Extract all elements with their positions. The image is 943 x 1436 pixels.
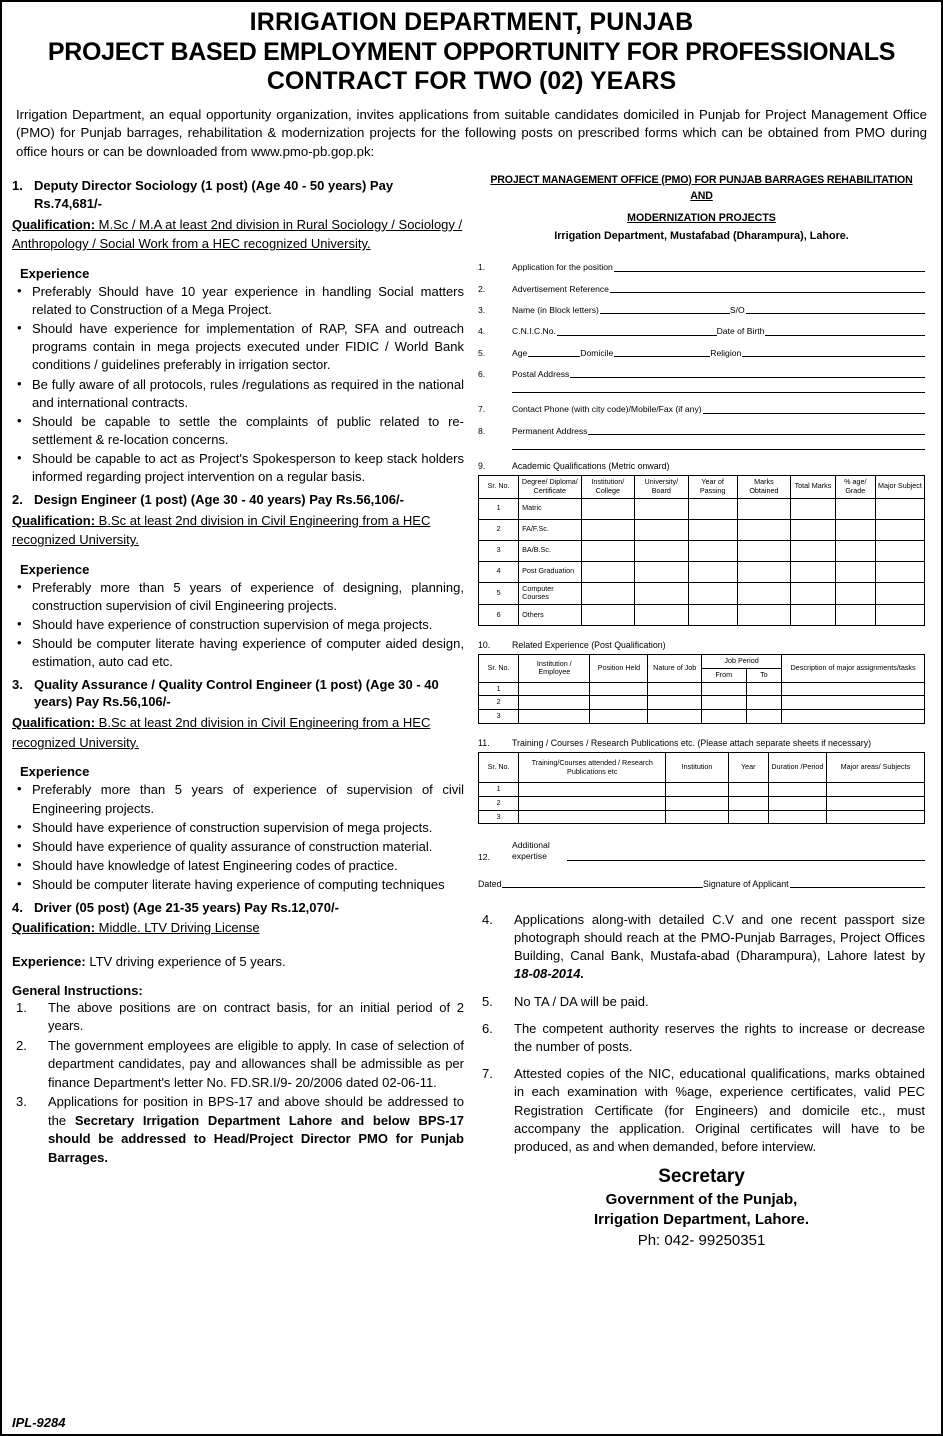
table-row	[479, 783, 925, 797]
additional-expertise-label	[512, 840, 566, 861]
table-cell-empty[interactable]	[791, 605, 836, 626]
table-cell-empty[interactable]	[581, 519, 635, 540]
table11-number: 11.	[478, 738, 490, 749]
table-header-row	[479, 753, 925, 783]
table-cell-empty[interactable]	[688, 561, 737, 582]
signature-rule[interactable]	[790, 879, 925, 888]
table-cell-empty[interactable]	[746, 710, 782, 724]
table-cell-empty[interactable]	[648, 696, 702, 710]
experience-bullet: • Should have experience of construction supervision of mega projects.	[12, 819, 464, 837]
form-field-body	[512, 404, 925, 414]
table-cell-empty[interactable]	[519, 710, 590, 724]
table-cell-empty[interactable]	[581, 582, 635, 605]
table-cell-empty[interactable]	[648, 710, 702, 724]
table-row	[479, 561, 925, 582]
form-field-body	[512, 348, 925, 358]
form-field-row	[478, 426, 925, 436]
table-cell-degree: BA/B.Sc.	[519, 540, 581, 561]
form-field-body	[512, 326, 925, 336]
form-field-label: Domicile	[580, 347, 614, 358]
table-row	[479, 498, 925, 519]
table-column-header: Position Held	[590, 655, 648, 683]
form-field-number: 6.	[478, 369, 486, 380]
tail-instruction-item: Attested copies of the NIC, educational qualifications, marks obtained in each examination with %age, experience certificates, valid PEC Registration Certificate (for Engineers) and domicile etc., must accompany the application. Original certificates will have to be produced, as and when demanded, before interview.	[514, 1066, 925, 1154]
general-instruction-item: Applications for position in BPS-17 and above should be addressed to the Secretary Irrigation Department Lahore and below BPS-17 should be addressed to Head/Project Director PMO for Punjab Barrages.	[48, 1094, 464, 1165]
table-cell-sr: 4	[479, 561, 519, 582]
experience-bullets	[12, 579, 464, 672]
table-cell-empty[interactable]	[791, 540, 836, 561]
related-experience-table	[478, 654, 925, 724]
table-row	[479, 710, 925, 724]
experience-bullet: • Preferably Should have 10 year experience in handling Social matters related to Construction of a Mega Project.	[12, 283, 464, 319]
table-cell-empty[interactable]	[875, 498, 924, 519]
table-cell-empty[interactable]	[519, 796, 666, 810]
signoff-secretary: Secretary	[658, 1166, 745, 1188]
table10-caption	[478, 640, 925, 650]
table-cell-empty[interactable]	[768, 796, 826, 810]
table-cell-degree: FA/F.Sc.	[519, 519, 581, 540]
table-column-header: Total Marks	[791, 475, 836, 498]
experience-bullet: • Preferably more than 5 years of experience of supervision of civil Engineering projects.	[12, 781, 464, 817]
table-cell-sr: 3	[479, 540, 519, 561]
form-field-continuation-rule[interactable]	[512, 392, 925, 393]
academic-qualifications-table	[478, 475, 925, 626]
signoff-block	[478, 1165, 925, 1252]
table-cell-empty[interactable]	[701, 710, 746, 724]
posts-list	[12, 177, 464, 969]
post-qualification: Qualification: Middle. LTV Driving License	[12, 920, 260, 936]
form-field-input[interactable]	[614, 348, 710, 357]
experience-inline-label: Experience:	[12, 953, 86, 969]
post-qualification: Qualification: B.Sc at least 2nd division in Civil Engineering from a HEC recognized University.	[12, 512, 431, 548]
table-cell-empty[interactable]	[791, 561, 836, 582]
table-cell-empty[interactable]	[875, 540, 924, 561]
general-instruction-item: The government employees are eligible to apply. In case of selection of department candidates, pay and allowances shall be admissible as per finance Department's letter No. FD.SR.I/9- 20/2006 dated 02-06-11.	[48, 1037, 464, 1090]
table-column-header: Sr. No.	[479, 753, 519, 783]
table9-caption	[478, 461, 925, 471]
form-field-number: 2.	[478, 283, 486, 294]
table-cell-empty[interactable]	[768, 783, 826, 797]
table-column-header: Sr. No.	[479, 475, 519, 498]
form-field-label: Application for the position	[512, 262, 613, 273]
signoff-phone: Ph: 042- 99250351	[637, 1232, 766, 1250]
table-cell-empty[interactable]	[875, 561, 924, 582]
table-cell-empty[interactable]	[666, 796, 728, 810]
table-column-header: Duration /Period	[768, 753, 826, 783]
table-cell-empty[interactable]	[581, 561, 635, 582]
table-cell-sr: 1	[479, 682, 519, 696]
table-column-header: Major areas/ Subjects	[826, 753, 924, 783]
form-field-label: Religion	[710, 347, 742, 358]
table-header-row	[479, 475, 925, 498]
table-cell-degree: Post Graduation	[519, 561, 581, 582]
table-cell-empty[interactable]	[835, 519, 875, 540]
form-field-body	[512, 305, 925, 315]
table9-caption-text: Academic Qualifications (Metric onward)	[512, 460, 670, 471]
table-cell-empty[interactable]	[701, 696, 746, 710]
dated-rule[interactable]	[502, 879, 703, 888]
form-field-row	[478, 348, 925, 358]
form-field-input[interactable]	[570, 369, 925, 378]
emphasis-text: Secretary Irrigation Department Lahore and below BPS-17 should be addressed to Head/Project Director PMO for Punjab Barrages.	[48, 1112, 464, 1165]
form-field-input[interactable]	[528, 348, 580, 357]
form-field-input[interactable]	[557, 327, 717, 336]
table-cell-empty[interactable]	[875, 605, 924, 626]
table-cell-empty[interactable]	[782, 696, 925, 710]
table-cell-empty[interactable]	[581, 498, 635, 519]
form-field-input[interactable]	[765, 327, 925, 336]
form-field-number: 5.	[478, 347, 486, 358]
table-cell-empty[interactable]	[728, 796, 768, 810]
table-row	[479, 796, 925, 810]
table-cell-empty[interactable]	[791, 519, 836, 540]
table-cell-empty[interactable]	[875, 582, 924, 605]
table-cell-empty[interactable]	[835, 605, 875, 626]
form-field-number: 4.	[478, 326, 486, 337]
form-field-label: Permanent Address	[512, 425, 588, 436]
table-row	[479, 519, 925, 540]
table-cell-sr: 2	[479, 519, 519, 540]
table9-number: 9.	[478, 460, 486, 471]
table-cell-empty[interactable]	[728, 810, 768, 824]
table-column-header: % age/ Grade	[835, 475, 875, 498]
table-cell-empty[interactable]	[737, 582, 791, 605]
table-cell-empty[interactable]	[635, 605, 689, 626]
table-cell-empty[interactable]	[768, 810, 826, 824]
table-cell-sr: 1	[479, 783, 519, 797]
table-column-header: Description of major assignments/tasks	[782, 655, 925, 683]
table-row	[479, 810, 925, 824]
experience-bullet: • Preferably more than 5 years of experience of designing, planning, construction supervision of civil Engineering projects.	[12, 579, 464, 615]
qualification-label: Qualification:	[12, 920, 96, 936]
form-field-continuation-rule[interactable]	[512, 449, 925, 450]
form-field-number: 7.	[478, 404, 486, 415]
form-field-input[interactable]	[742, 348, 925, 357]
post-qualification: Qualification: B.Sc at least 2nd division in Civil Engineering from a HEC recognized University.	[12, 715, 431, 750]
form-field-label: Postal Address	[512, 369, 570, 380]
table-cell-empty[interactable]	[737, 605, 791, 626]
form-field-body	[512, 369, 925, 379]
table-cell-empty[interactable]	[782, 682, 925, 696]
table-cell-degree: Others	[519, 605, 581, 626]
header-line-3: CONTRACT FOR TWO (02) YEARS	[266, 67, 677, 95]
table-row	[479, 682, 925, 696]
experience-bullet: • Should have experience of quality assurance of construction material.	[12, 838, 464, 856]
post-title: 3. Quality Assurance / Quality Control Engineer (1 post) (Age 30 - 40 years) Pay Rs.56,106/-	[12, 676, 439, 710]
table10-caption-text: Related Experience (Post Qualification)	[512, 640, 666, 651]
tail-instructions-list	[478, 911, 925, 1156]
table-cell-empty[interactable]	[826, 796, 924, 810]
application-form-fields	[478, 262, 925, 450]
form-field-label: Age	[512, 347, 528, 358]
table-row	[479, 540, 925, 561]
table-cell-sr: 5	[479, 582, 519, 605]
table-cell-empty[interactable]	[590, 682, 648, 696]
table-cell-empty[interactable]	[791, 582, 836, 605]
table-column-header-to: To	[746, 668, 782, 682]
table-cell-empty[interactable]	[635, 519, 689, 540]
table-cell-empty[interactable]	[737, 561, 791, 582]
table-column-header: Year of Passing	[688, 475, 737, 498]
post-title: 2. Design Engineer (1 post) (Age 30 - 40 years) Pay Rs.56,106/-	[12, 491, 404, 507]
form-field-input[interactable]	[614, 263, 925, 272]
table-cell-empty[interactable]	[835, 540, 875, 561]
table-cell-empty[interactable]	[666, 810, 728, 824]
general-instruction-item: The above positions are on contract basis, for an initial period of 2 years.	[48, 999, 464, 1034]
experience-bullet: • Should have knowledge of latest Engineering codes of practice.	[12, 857, 464, 875]
dated-field	[478, 879, 703, 889]
table-column-header: Institution/ College	[581, 475, 635, 498]
table-cell-empty[interactable]	[519, 682, 590, 696]
table-cell-empty[interactable]	[826, 783, 924, 797]
experience-heading: Experience	[20, 764, 90, 780]
signoff-government: Government of the Punjab,	[605, 1190, 798, 1208]
tail-instruction-item: Applications along-with detailed C.V and one recent passport size photograph should reach at the PMO-Punjab Barrages, Project Offices Building, Canal Bank, Mustafa-abad (Dharampura), Lahore latest by 18-08-2014.	[514, 911, 925, 982]
table-cell-empty[interactable]	[782, 710, 925, 724]
experience-bullet: • Should be capable to act as Project's Spokesperson to keep stack holders informed regarding project intervention on a regular basis.	[12, 450, 464, 486]
right-column	[474, 173, 925, 1252]
table-cell-empty[interactable]	[688, 498, 737, 519]
table-column-header: Institution	[666, 753, 728, 783]
experience-bullet: • Be fully aware of all protocols, rules /regulations as required in the national and international contracts.	[12, 376, 464, 412]
table-cell-empty[interactable]	[688, 582, 737, 605]
post-title: 4. Driver (05 post) (Age 21-35 years) Pay Rs.12,070/-	[12, 899, 339, 915]
intro-paragraph: Irrigation Department, an equal opportunity organization, invites applications from suitable candidates domiciled in Punjab for Project Management Office (PMO) for Punjab barrages, rehabilitation & modernization projects for the following posts on prescribed forms which can be obtained from PMO during office hours or can be downloaded from www.pmo-pb.gop.pk:	[16, 106, 927, 159]
table-row	[479, 605, 925, 626]
qualification-label: Qualification:	[12, 512, 96, 528]
post-number: 3.	[12, 676, 23, 692]
form-field-label: Name (in Block letters)	[512, 305, 599, 316]
experience-heading: Experience	[20, 265, 90, 281]
table-cell-empty[interactable]	[519, 696, 590, 710]
table-cell-empty[interactable]	[746, 696, 782, 710]
table-cell-empty[interactable]	[635, 498, 689, 519]
table-cell-empty[interactable]	[635, 561, 689, 582]
table-cell-sr: 3	[479, 810, 519, 824]
applicant-signature-field	[703, 879, 925, 889]
table-cell-empty[interactable]	[581, 540, 635, 561]
table-cell-empty[interactable]	[666, 783, 728, 797]
post-qualification: Qualification: M.Sc / M.A at least 2nd division in Rural Sociology / Sociology / Anthropology / Social Work from a HEC recognized University.	[12, 216, 463, 252]
tail-instruction-item: No TA / DA will be paid.	[514, 993, 649, 1009]
table-cell-empty[interactable]	[835, 498, 875, 519]
table-cell-sr: 3	[479, 710, 519, 724]
table-cell-empty[interactable]	[728, 783, 768, 797]
table-cell-sr: 2	[479, 696, 519, 710]
table-cell-empty[interactable]	[746, 682, 782, 696]
form-field-label: Advertisement Reference	[512, 283, 609, 294]
post-number: 2.	[12, 491, 23, 507]
table-column-header: Year	[728, 753, 768, 783]
table-cell-empty[interactable]	[737, 498, 791, 519]
form-field-input[interactable]	[703, 405, 925, 414]
page-header	[12, 8, 931, 97]
table-header-row	[479, 655, 925, 669]
table-cell-empty[interactable]	[590, 710, 648, 724]
table-cell-degree: Matric	[519, 498, 581, 519]
table-cell-empty[interactable]	[701, 682, 746, 696]
form-field-label: Contact Phone (with city code)/Mobile/Fax (if any)	[512, 404, 702, 415]
table-cell-empty[interactable]	[519, 783, 666, 797]
table-cell-empty[interactable]	[581, 605, 635, 626]
table-column-header: Degree/ Diploma/ Certificate	[519, 475, 581, 498]
form-field-row	[478, 404, 925, 414]
tail-instruction-item: The competent authority reserves the rights to increase or decrease the number of posts.	[514, 1020, 925, 1054]
table-column-header: Institution / Employee	[519, 655, 590, 683]
deadline-date: 18-08-2014.	[514, 966, 585, 982]
form-field-row	[478, 369, 925, 379]
table-column-header: Major Subject	[875, 475, 924, 498]
table-cell-empty[interactable]	[519, 810, 666, 824]
table-cell-empty[interactable]	[648, 682, 702, 696]
table-row	[479, 696, 925, 710]
header-line-2: PROJECT BASED EMPLOYMENT OPPORTUNITY FOR PROFESSIONALS	[47, 37, 896, 66]
experience-inline: Experience: LTV driving experience of 5 years.	[12, 953, 286, 969]
table-cell-empty[interactable]	[590, 696, 648, 710]
dated-label: Dated	[478, 878, 502, 889]
post-number: 4.	[12, 899, 23, 915]
table-cell-empty[interactable]	[835, 582, 875, 605]
table-cell-empty[interactable]	[737, 519, 791, 540]
additional-expertise-field	[478, 840, 925, 861]
form-field-number: 8.	[478, 425, 486, 436]
table-cell-sr: 6	[479, 605, 519, 626]
table-column-header-jobperiod: Job Period	[701, 655, 781, 669]
header-line-1: IRRIGATION DEPARTMENT, PUNJAB	[249, 8, 694, 36]
table-cell-empty[interactable]	[875, 519, 924, 540]
form-field-row	[478, 284, 925, 294]
form-field-row	[478, 326, 925, 336]
table-column-header: University/ Board	[635, 475, 689, 498]
experience-bullet: • Should be computer literate having experience of computing techniques	[12, 876, 464, 894]
table11-caption-text: Training / Courses / Research Publications etc. (Please attach separate sheets if necessary)	[512, 738, 872, 749]
additional-expertise-label-1: Additional	[512, 840, 550, 851]
table-cell-empty[interactable]	[737, 540, 791, 561]
body-columns	[12, 173, 931, 1252]
left-column	[12, 173, 474, 1252]
table-column-header: Nature of Job	[648, 655, 702, 683]
table-cell-empty[interactable]	[635, 582, 689, 605]
additional-expertise-label-2: expertise	[512, 851, 547, 862]
form-field-label: C.N.I.C.No.	[512, 326, 556, 337]
training-courses-table	[478, 752, 925, 824]
additional-expertise-rule[interactable]	[567, 852, 925, 861]
table11-caption	[478, 738, 925, 748]
table-cell-empty[interactable]	[688, 540, 737, 561]
post-number: 1.	[12, 177, 23, 193]
form-field-row	[478, 262, 925, 272]
form-field-body	[512, 284, 925, 294]
form-field-input[interactable]	[610, 284, 925, 293]
signoff-department: Irrigation Department, Lahore.	[593, 1211, 810, 1229]
form-field-label: Date of Birth	[716, 326, 765, 337]
form-field-number: 1.	[478, 262, 486, 273]
form-field-body	[512, 426, 925, 436]
experience-bullet: • Should be computer literate having experience of computer aided design, estimation, auto cad etc.	[12, 635, 464, 671]
general-instructions-title: General Instructions:	[12, 982, 143, 998]
table-cell-empty[interactable]	[791, 498, 836, 519]
table-cell-sr: 1	[479, 498, 519, 519]
qualification-label: Qualification:	[12, 216, 96, 232]
form-heading-3: Irrigation Department, Mustafabad (Dharampura), Lahore.	[554, 230, 849, 243]
general-instructions-list	[12, 999, 464, 1167]
additional-expertise-number: 12.	[478, 851, 490, 862]
table-cell-empty[interactable]	[688, 519, 737, 540]
table-cell-empty[interactable]	[635, 540, 689, 561]
form-field-body	[512, 262, 925, 272]
experience-bullet: • Should be capable to settle the complaints of public related to re-settlement & re-location concerns.	[12, 413, 464, 449]
experience-bullet: • Should have experience of construction supervision of mega projects.	[12, 616, 464, 634]
table-cell-empty[interactable]	[688, 605, 737, 626]
post-title: 1. Deputy Director Sociology (1 post) (Age 40 - 50 years) Pay Rs.74,681/-	[12, 177, 394, 211]
table10-number: 10.	[478, 640, 491, 651]
experience-bullets	[12, 781, 464, 894]
table-column-header: Training/Courses attended / Research Publications etc	[519, 753, 666, 783]
signature-label: Signature of Applicant	[703, 878, 789, 889]
form-field-input[interactable]	[746, 305, 925, 314]
form-heading-1: PROJECT MANAGEMENT OFFICE (PMO) FOR PUNJAB BARRAGES REHABILITATION AND	[490, 173, 913, 202]
experience-bullets	[12, 283, 464, 487]
experience-heading: Experience	[20, 561, 90, 577]
form-field-label: S/O	[729, 305, 745, 316]
qualification-label: Qualification:	[12, 715, 96, 731]
table-column-header: Sr. No.	[479, 655, 519, 683]
table-cell-empty[interactable]	[826, 810, 924, 824]
ipl-code: IPL-9284	[12, 1415, 66, 1430]
form-field-number: 3.	[478, 305, 486, 316]
table-cell-sr: 2	[479, 796, 519, 810]
form-field-input[interactable]	[588, 426, 925, 435]
table-cell-degree: Computer Courses	[519, 582, 581, 605]
table-column-header: Marks Obtained	[737, 475, 791, 498]
table-row	[479, 582, 925, 605]
form-field-row	[478, 305, 925, 315]
experience-bullet: • Should have experience for implementation of RAP, SFA and outreach programs contain in mega projects executed under FIDIC / World Bank conditions / guidelines preferably in irrigation sector.	[12, 320, 464, 375]
signature-row	[478, 879, 925, 889]
table-cell-empty[interactable]	[835, 561, 875, 582]
form-field-input[interactable]	[600, 305, 730, 314]
form-heading-2: MODERNIZATION PROJECTS	[627, 212, 776, 225]
table-column-header-from: From	[701, 668, 746, 682]
